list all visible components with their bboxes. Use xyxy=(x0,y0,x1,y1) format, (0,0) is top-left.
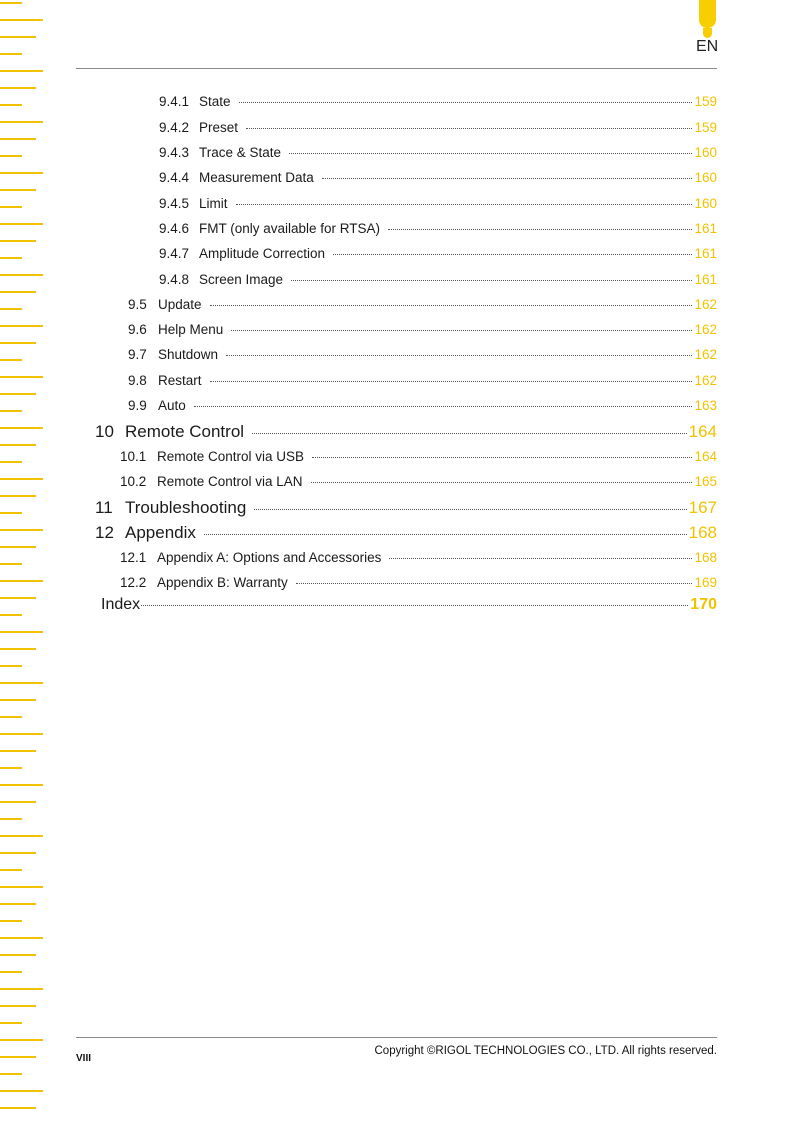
footer-rule xyxy=(76,1037,717,1038)
dot-leader xyxy=(311,482,693,483)
dot-leader xyxy=(388,229,692,230)
toc-number: 12.1 xyxy=(120,550,147,565)
ruler-tick xyxy=(0,393,36,395)
ruler-tick xyxy=(0,937,43,939)
dot-leader xyxy=(141,605,688,606)
ruler-tick xyxy=(0,682,43,684)
ruler-tick xyxy=(0,189,36,191)
toc-title: Remote Control xyxy=(125,422,245,441)
ruler-tick xyxy=(0,308,22,310)
toc-number: 12.2 xyxy=(120,575,147,590)
toc-number: 11 xyxy=(95,498,113,517)
ruler-tick xyxy=(0,325,43,327)
ruler-tick xyxy=(0,546,36,548)
dot-leader xyxy=(226,355,692,356)
ruler-tick xyxy=(0,614,22,616)
toc-entry[interactable] xyxy=(128,347,717,362)
toc-number: 9.7 xyxy=(128,347,147,362)
toc-title: Preset xyxy=(199,120,239,135)
ruler-tick xyxy=(0,699,36,701)
toc-entry[interactable] xyxy=(120,449,717,464)
ruler-tick xyxy=(0,444,36,446)
ruler-tick xyxy=(0,138,36,140)
language-label: EN xyxy=(696,38,719,55)
toc-number: 9.4.3 xyxy=(159,145,190,160)
toc-title: Appendix B: Warranty xyxy=(157,575,288,590)
toc-title: State xyxy=(199,94,231,109)
toc-entry[interactable] xyxy=(159,170,717,185)
toc-entry[interactable] xyxy=(128,398,717,413)
ruler-tick xyxy=(0,87,36,89)
toc-page: 162 xyxy=(694,373,717,388)
ruler-tick xyxy=(0,461,22,463)
dot-leader xyxy=(210,305,693,306)
toc-entry[interactable] xyxy=(159,196,717,211)
ruler-tick xyxy=(0,1039,43,1041)
ruler-tick xyxy=(0,2,22,4)
toc-page: 168 xyxy=(688,523,717,542)
toc-chapter[interactable] xyxy=(95,422,717,442)
dot-leader xyxy=(239,102,693,103)
ruler-tick xyxy=(0,1056,36,1058)
toc-chapter[interactable] xyxy=(95,498,717,518)
toc-page: 160 xyxy=(694,145,717,160)
ruler-tick xyxy=(0,240,36,242)
toc-number: 9.4.1 xyxy=(159,94,190,109)
ruler-tick xyxy=(0,359,22,361)
ruler-tick xyxy=(0,597,36,599)
ruler-tick xyxy=(0,121,43,123)
ruler-tick xyxy=(0,1005,36,1007)
dot-leader xyxy=(231,330,692,331)
toc-number: 10.2 xyxy=(120,474,147,489)
toc-title: Index xyxy=(101,596,141,613)
ruler-tick xyxy=(0,1107,36,1109)
toc-title: Limit xyxy=(199,196,228,211)
toc-number: 9.4.2 xyxy=(159,120,190,135)
copyright-notice: Copyright ©RIGOL TECHNOLOGIES CO., LTD. All rights reserved. xyxy=(374,1045,717,1057)
toc-number: 9.4.7 xyxy=(159,246,190,261)
toc-title: Remote Control via USB xyxy=(157,449,305,464)
toc-number: 12 xyxy=(95,523,114,542)
toc-index[interactable] xyxy=(101,596,717,614)
toc-entry[interactable] xyxy=(120,550,717,565)
ruler-tick xyxy=(0,869,22,871)
toc-entry[interactable] xyxy=(128,297,717,312)
toc-page: 161 xyxy=(694,246,717,261)
ruler-tick xyxy=(0,631,43,633)
ruler-tick xyxy=(0,1022,22,1024)
toc-title: Trace & State xyxy=(199,145,282,160)
toc-page: 165 xyxy=(694,474,717,489)
toc-title: FMT (only available for RTSA) xyxy=(199,221,381,236)
ruler-tick xyxy=(0,410,22,412)
toc-title: Restart xyxy=(158,373,202,388)
toc-entry[interactable] xyxy=(159,272,717,287)
ruler-tick xyxy=(0,70,43,72)
dot-leader xyxy=(204,534,687,535)
toc-page: 161 xyxy=(694,221,717,236)
ruler-tick xyxy=(0,665,22,667)
dot-leader xyxy=(389,558,692,559)
toc-page: 162 xyxy=(694,297,717,312)
header-rule xyxy=(76,68,717,69)
toc-number: 10 xyxy=(95,422,114,441)
toc-page: 162 xyxy=(694,347,717,362)
ruler-tick xyxy=(0,716,22,718)
page-edge-ruler xyxy=(0,0,48,1122)
dot-leader xyxy=(312,457,692,458)
toc-page: 160 xyxy=(694,196,717,211)
toc-title: Measurement Data xyxy=(199,170,314,185)
ruler-tick xyxy=(0,104,22,106)
ruler-tick xyxy=(0,852,36,854)
toc-number: 9.4.5 xyxy=(159,196,190,211)
toc-entry[interactable] xyxy=(159,145,717,160)
ruler-tick xyxy=(0,172,43,174)
ruler-tick xyxy=(0,223,43,225)
toc-page: 159 xyxy=(694,120,717,135)
ruler-tick xyxy=(0,563,22,565)
dot-leader xyxy=(252,433,687,434)
dot-leader xyxy=(210,381,693,382)
toc-title: Appendix A: Options and Accessories xyxy=(157,550,382,565)
dot-leader xyxy=(322,178,693,179)
toc-chapter[interactable] xyxy=(95,523,717,543)
toc-title: Appendix xyxy=(125,523,196,542)
toc-page: 168 xyxy=(694,550,717,565)
ruler-tick xyxy=(0,206,22,208)
dot-leader xyxy=(236,204,693,205)
toc-entry[interactable] xyxy=(159,120,717,135)
ruler-tick xyxy=(0,767,22,769)
dot-leader xyxy=(194,406,693,407)
ruler-tick xyxy=(0,903,36,905)
toc-entry[interactable] xyxy=(120,474,717,489)
toc-number: 9.6 xyxy=(128,322,147,337)
toc-page: 162 xyxy=(694,322,717,337)
toc-page: 159 xyxy=(694,94,717,109)
toc-title: Remote Control via LAN xyxy=(157,474,303,489)
ruler-tick xyxy=(0,495,36,497)
toc-number: 9.4.6 xyxy=(159,221,190,236)
ruler-tick xyxy=(0,818,22,820)
ruler-tick xyxy=(0,1073,22,1075)
toc-title: Screen Image xyxy=(199,272,284,287)
ruler-tick xyxy=(0,920,22,922)
toc-entry[interactable] xyxy=(159,94,717,109)
toc-entry[interactable] xyxy=(159,221,717,236)
dot-leader xyxy=(289,153,692,154)
ruler-tick xyxy=(0,257,22,259)
ruler-tick xyxy=(0,342,36,344)
toc-page: 167 xyxy=(688,498,717,517)
toc-title: Help Menu xyxy=(158,322,224,337)
ruler-tick xyxy=(0,376,43,378)
toc-entry[interactable] xyxy=(120,575,717,590)
ruler-tick xyxy=(0,886,43,888)
toc-title: Troubleshooting xyxy=(125,498,247,517)
ruler-tick xyxy=(0,427,43,429)
toc-page: 169 xyxy=(694,575,717,590)
ruler-tick xyxy=(0,155,22,157)
ruler-tick xyxy=(0,53,22,55)
ruler-tick xyxy=(0,988,43,990)
ruler-tick xyxy=(0,801,36,803)
toc-page: 163 xyxy=(694,398,717,413)
ruler-tick xyxy=(0,36,36,38)
dot-leader xyxy=(246,128,692,129)
ruler-tick xyxy=(0,512,22,514)
dot-leader xyxy=(254,509,686,510)
ruler-tick xyxy=(0,529,43,531)
toc-entry[interactable] xyxy=(159,246,717,261)
toc-number: 9.9 xyxy=(128,398,147,413)
toc-entry[interactable] xyxy=(128,322,717,337)
toc-number: 9.4.8 xyxy=(159,272,190,287)
ruler-tick xyxy=(0,291,36,293)
ruler-tick xyxy=(0,971,22,973)
toc-title: Shutdown xyxy=(158,347,219,362)
ruler-tick xyxy=(0,478,43,480)
dot-leader xyxy=(333,254,692,255)
toc-entry[interactable] xyxy=(128,373,717,388)
ruler-tick xyxy=(0,733,43,735)
ruler-tick xyxy=(0,580,43,582)
toc-number: 9.4.4 xyxy=(159,170,190,185)
toc-title: Auto xyxy=(158,398,186,413)
toc-page: 164 xyxy=(688,422,717,441)
ruler-tick xyxy=(0,835,43,837)
toc-page: 161 xyxy=(694,272,717,287)
toc-page: 164 xyxy=(694,449,717,464)
ruler-tick xyxy=(0,750,36,752)
toc-number: 9.5 xyxy=(128,297,147,312)
dot-leader xyxy=(296,583,693,584)
toc-page: 160 xyxy=(694,170,717,185)
ruler-tick xyxy=(0,1090,43,1092)
language-tab xyxy=(699,0,716,28)
toc-title: Amplitude Correction xyxy=(199,246,326,261)
ruler-tick xyxy=(0,954,36,956)
ruler-tick xyxy=(0,274,43,276)
toc-title: Update xyxy=(158,297,202,312)
page-number: VIII xyxy=(76,1053,92,1064)
toc-page: 170 xyxy=(690,596,717,613)
ruler-tick xyxy=(0,19,43,21)
toc-number: 9.8 xyxy=(128,373,147,388)
ruler-tick xyxy=(0,784,43,786)
toc-number: 10.1 xyxy=(120,449,147,464)
ruler-tick xyxy=(0,648,36,650)
dot-leader xyxy=(291,280,692,281)
